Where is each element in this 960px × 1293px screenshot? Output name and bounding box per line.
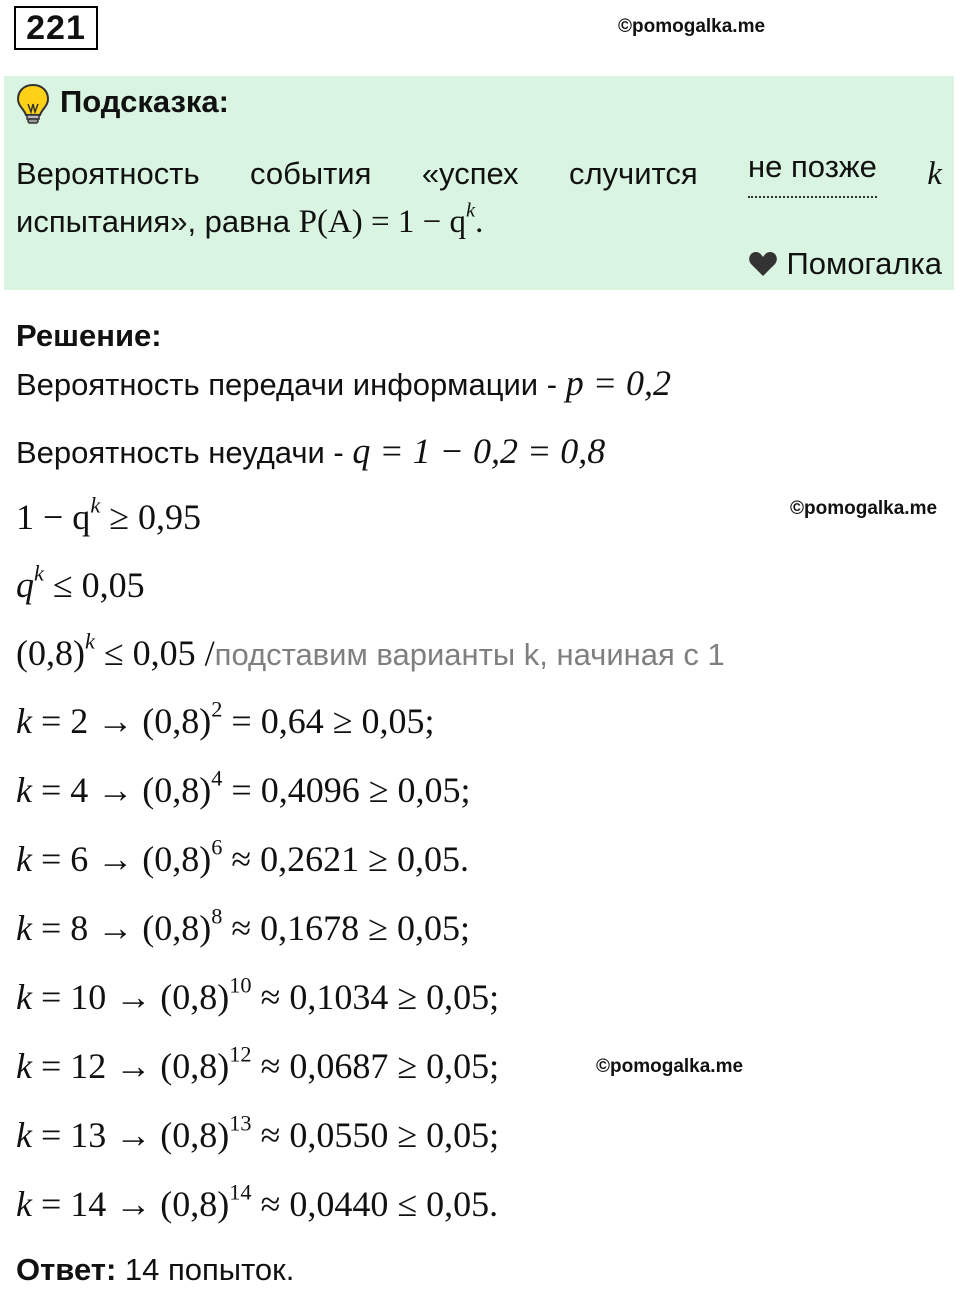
hint-underlined-term: не позже <box>748 150 877 198</box>
hint-word: Вероятность <box>16 156 200 191</box>
step-row: $k = 13 \to (0,8)^{13} \approx 0,0550 \ge 0,05$; <box>16 1110 500 1155</box>
solution-line-1: Вероятность передачи информации - p = 0,2 <box>16 363 671 403</box>
signature-text: Помогалка <box>786 246 942 281</box>
heart-icon <box>748 250 778 278</box>
step-row: $k = 2 \to (0,8)^2 = 0,64 \ge 0,05$; <box>16 696 435 741</box>
watermark-top: ©pomogalka.me <box>618 16 766 37</box>
hint-line2-text: испытания», равна <box>16 204 290 239</box>
step-row: $k = 4 \to (0,8)^4 = 0,4096 \ge 0,05$; <box>16 765 471 810</box>
hint-var-k: k <box>927 156 942 192</box>
solution-line-2: Вероятность неудачи - q = 1 − 0,2 = 0,8 <box>16 431 606 471</box>
hint-text <box>16 150 942 246</box>
step-row: $k = 8 \to (0,8)^8 \approx 0,1678 \ge 0,05$; <box>16 903 470 948</box>
inequality-1: $1 - q^k \ge 0,95$ <box>16 492 201 537</box>
hint-word: «успех <box>421 156 519 191</box>
lightbulb-icon <box>14 82 52 126</box>
hint-formula: $P(A) = 1 - q^k$. <box>298 199 484 240</box>
answer-text: 14 попыток. <box>116 1252 295 1287</box>
solution-title: Решение: <box>16 318 162 353</box>
hint-word: случится <box>568 156 698 191</box>
inequality-2: $q^k \le 0,05$ <box>16 560 145 605</box>
step-row: $k = 6 \to (0,8)^6 \approx 0,2621 \ge 0,05$. <box>16 834 469 879</box>
step-row: $k = 14 \to (0,8)^{14} \approx 0,0440 \le 0,05$. <box>16 1179 499 1224</box>
step-row: $k = 10 \to (0,8)^{10} \approx 0,1034 \ge 0,05$; <box>16 972 500 1017</box>
watermark-lower: ©pomogalka.me <box>596 1056 744 1077</box>
watermark-middle: ©pomogalka.me <box>790 498 938 519</box>
inequality-3: $(0,8)^k \le 0,05$ /подставим варианты k, начиная с 1 <box>16 628 725 673</box>
hint-word: события <box>249 156 372 191</box>
substitution-note: подставим варианты k, начиная с 1 <box>214 637 725 672</box>
signature <box>748 246 942 282</box>
answer <box>16 1252 294 1288</box>
hint-title: Подсказка: <box>60 84 229 119</box>
problem-number: 221 <box>14 6 98 50</box>
step-row: $k = 12 \to (0,8)^{12} \approx 0,0687 \ge 0,05$; <box>16 1041 500 1086</box>
answer-label: Ответ: <box>16 1252 117 1287</box>
